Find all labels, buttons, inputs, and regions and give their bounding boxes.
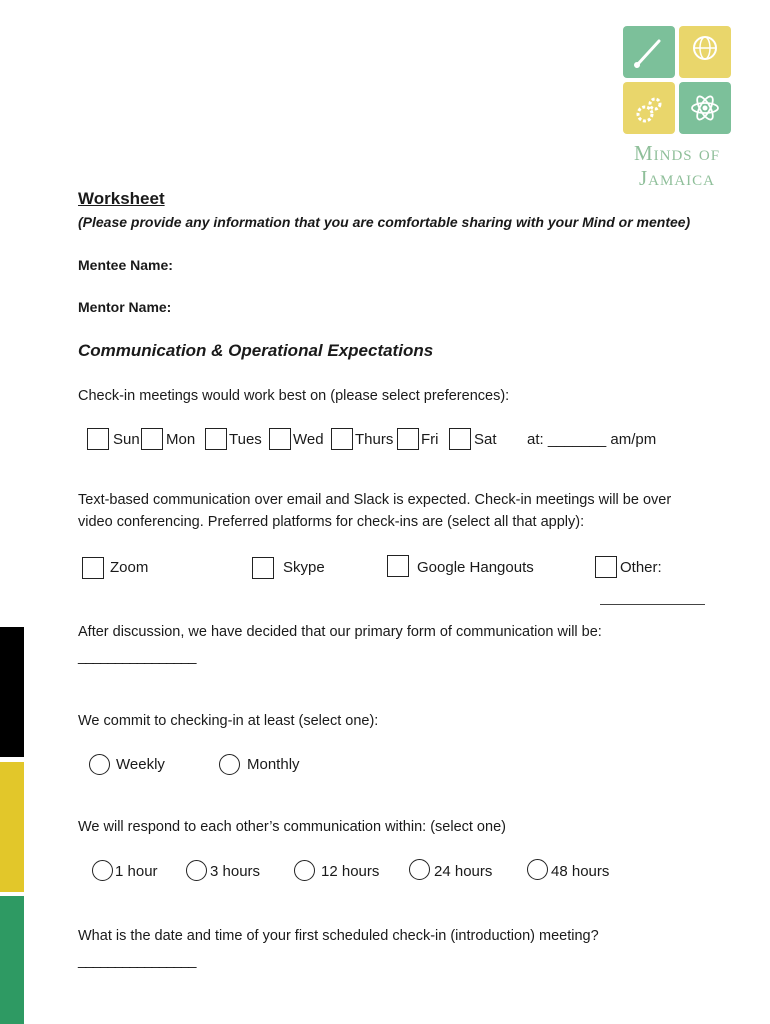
checkbox[interactable] <box>595 556 617 578</box>
side-bar-black <box>0 627 24 757</box>
logo-piece-tr <box>679 26 731 78</box>
response-label: 12 hours <box>321 863 380 880</box>
frequency-label: Monthly <box>247 756 300 773</box>
logo-piece-bl <box>623 82 675 134</box>
response-label: 1 hour <box>115 863 158 880</box>
checkbox[interactable] <box>87 428 109 450</box>
day-label: Sun <box>113 431 140 448</box>
day-label: Fri <box>421 431 439 448</box>
radio[interactable] <box>186 860 207 881</box>
mentee-name-label: Mentee Name: <box>78 257 173 273</box>
checkbox[interactable] <box>397 428 419 450</box>
radio[interactable] <box>92 860 113 881</box>
primary-question: After discussion, we have decided that our primary form of communication will be: <box>78 624 602 640</box>
platforms-text-line1: Text-based communication over email and Slack is expected. Check-in meetings will be over <box>78 492 672 508</box>
worksheet-note: (Please provide any information that you are comfortable sharing with your Mind or mentee) <box>78 214 691 230</box>
platforms-text-line2: video conferencing. Preferred platforms for check-ins are (select all that apply): <box>78 514 585 530</box>
first-meeting-question: What is the date and time of your first scheduled check-in (introduction) meeting? <box>78 928 599 944</box>
checkbox[interactable] <box>387 555 409 577</box>
time-field[interactable]: at: _______ am/pm <box>527 431 657 448</box>
platform-label: Zoom <box>110 559 149 576</box>
platform-label: Skype <box>283 559 325 576</box>
day-label: Sat <box>474 431 497 448</box>
checkbox[interactable] <box>205 428 227 450</box>
radio[interactable] <box>219 754 240 775</box>
checkbox[interactable] <box>331 428 353 450</box>
day-label: Mon <box>166 431 196 448</box>
checkbox[interactable] <box>252 557 274 579</box>
radio[interactable] <box>89 754 110 775</box>
logo-piece-br <box>679 82 731 134</box>
logo-piece-tl <box>623 26 675 78</box>
checkbox[interactable] <box>269 428 291 450</box>
logo-line1: Minds of <box>633 141 721 165</box>
response-label: 48 hours <box>551 863 610 880</box>
first-meeting-blank[interactable]: ________________ <box>78 952 196 969</box>
response-question: We will respond to each other’s communication within: (select one) <box>78 819 506 835</box>
section-title: Communication & Operational Expectations <box>78 341 434 360</box>
checkin-question: Check-in meetings would work best on (please select preferences): <box>78 388 510 404</box>
checkbox[interactable] <box>141 428 163 450</box>
checkbox[interactable] <box>82 557 104 579</box>
day-label: Tues <box>229 431 262 448</box>
gears-icon <box>623 82 675 134</box>
primary-blank[interactable]: ________________ <box>78 648 196 665</box>
globe-icon <box>679 26 731 78</box>
atom-icon <box>679 82 731 134</box>
day-label: Thurs <box>355 431 394 448</box>
response-label: 24 hours <box>434 863 493 880</box>
paintbrush-icon <box>623 26 675 78</box>
radio[interactable] <box>527 859 548 880</box>
side-bar-yellow <box>0 762 24 892</box>
logo-line2: Jamaica <box>638 166 715 190</box>
worksheet-title: Worksheet <box>78 189 165 208</box>
radio[interactable] <box>294 860 315 881</box>
response-label: 3 hours <box>210 863 261 880</box>
other-blank-line[interactable] <box>600 604 705 605</box>
day-label: Wed <box>293 431 324 448</box>
frequency-question: We commit to checking-in at least (select one): <box>78 713 379 729</box>
checkbox[interactable] <box>449 428 471 450</box>
platform-label: Google Hangouts <box>417 559 534 576</box>
platform-label: Other: <box>620 559 662 576</box>
frequency-label: Weekly <box>116 756 165 773</box>
radio[interactable] <box>409 859 430 880</box>
side-bar-green <box>0 896 24 1024</box>
mentor-name-label: Mentor Name: <box>78 299 172 315</box>
